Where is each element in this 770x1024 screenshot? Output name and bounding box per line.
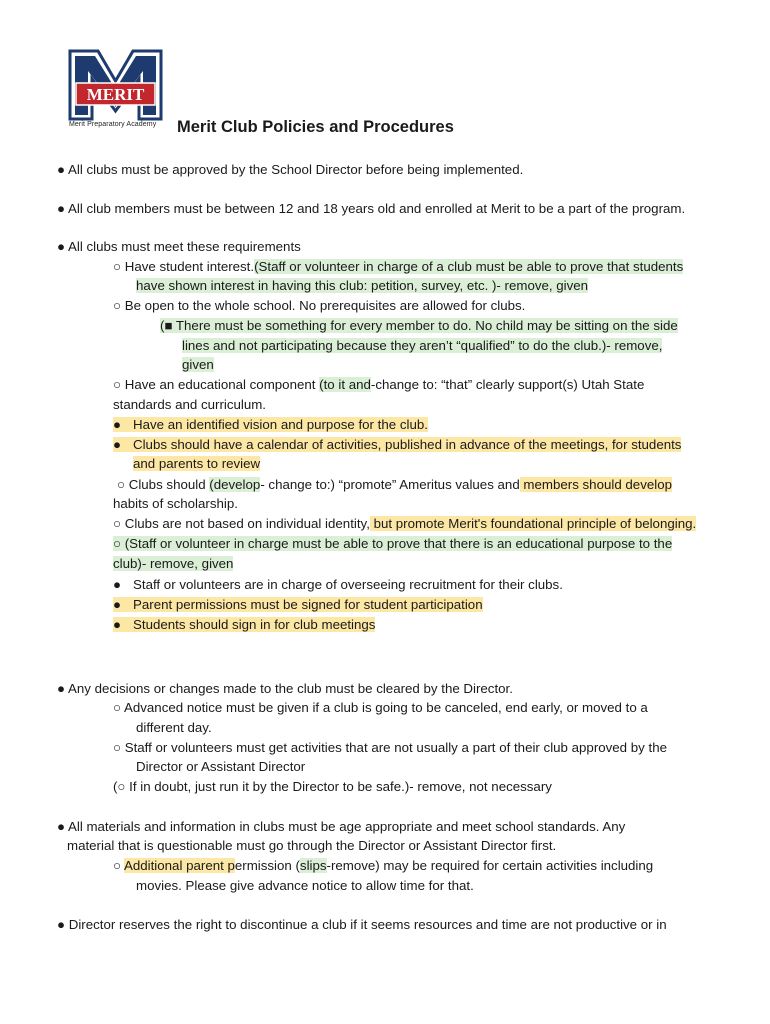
bullet-icon: ● [113, 617, 122, 632]
policy-line [113, 555, 233, 573]
policy-line: (○ If in doubt, just run it by the Director to be safe.)- remove, not necessary [113, 779, 552, 794]
policy-line [182, 356, 214, 374]
line-text: Staff or volunteers are in charge of overseeing recruitment for their clubs. [133, 577, 563, 592]
line-text: -change to: “that” clearly support(s) Utah State [370, 377, 645, 392]
line-text: ○ Have student interest. [113, 259, 255, 274]
line-text: ○ Clubs are not based on individual identity, [113, 516, 370, 531]
line-text: ermission ( [234, 858, 300, 873]
yellow-highlight: members should develop [519, 477, 672, 492]
green-highlight: (to it and [319, 377, 371, 392]
green-highlight: (Staff or volunteer in charge of a club must be able to prove that students [254, 259, 684, 274]
policy-line [160, 317, 678, 335]
policy-line: ● Any decisions or changes made to the club must be cleared by the Director. [57, 681, 513, 696]
policy-line: ● All club members must be between 12 and 18 years old and enrolled at Merit to be a part of the program. [57, 201, 686, 216]
policy-line: habits of scholarship. [113, 496, 238, 511]
bullet-icon: ● [113, 437, 122, 452]
policy-line [113, 616, 375, 634]
green-highlight: ○ (Staff or volunteer in charge must be able to prove that there is an educational purpose to the [113, 536, 673, 551]
policy-line: material that is questionable must go through the Director or Assistant Director first. [67, 838, 557, 853]
policy-line: ● All materials and information in clubs must be age appropriate and meet school standards. Any [57, 819, 626, 834]
yellow-highlight: but promote Merit's foundational principle of belonging. [369, 516, 697, 531]
policy-line: ○ Be open to the whole school. No prerequisites are allowed for clubs. [113, 298, 526, 313]
green-highlight: club)- remove, given [113, 556, 234, 571]
logo-subtitle: Merit Preparatory Academy [69, 121, 157, 128]
yellow-highlight: Parent permissions must be signed for student participation [133, 597, 483, 612]
policy-line [136, 277, 588, 295]
line-text: ○ [113, 858, 124, 873]
policy-line [113, 416, 428, 434]
bullet-icon: ● [113, 597, 122, 612]
policy-line [133, 455, 260, 473]
policy-line: ○ Advanced notice must be given if a club is going to be canceled, end early, or moved to a [113, 700, 648, 715]
policy-line [113, 376, 644, 394]
yellow-highlight: Students should sign in for club meetings [133, 617, 376, 632]
policy-line [113, 535, 672, 553]
yellow-highlight: and parents to review [133, 456, 261, 471]
policy-line [117, 476, 672, 494]
green-highlight: slips [299, 858, 327, 873]
policy-line [113, 515, 696, 533]
policy-line: different day. [136, 720, 212, 735]
policy-line [113, 258, 683, 276]
bullet-icon: ● [113, 417, 122, 432]
policy-line [182, 337, 662, 355]
green-highlight: (■ There must be something for every member to do. No child may be sitting on the side [160, 318, 678, 333]
policy-line: ● All clubs must be approved by the School Director before being implemented. [57, 162, 524, 177]
line-text: ○ Clubs should [117, 477, 210, 492]
policy-line: Director or Assistant Director [136, 759, 306, 774]
policy-line: ● Director reserves the right to discontinue a club if it seems resources and time are not productive or in [57, 917, 667, 932]
merit-logo-graphic [68, 49, 163, 131]
yellow-highlight: Clubs should have a calendar of activities, published in advance of the meetings, for students [133, 437, 682, 452]
line-text: - change to:) “promote” Ameritus values and [260, 477, 520, 492]
policy-line: standards and curriculum. [113, 397, 266, 412]
green-highlight: (develop [209, 477, 261, 492]
policy-line [113, 576, 563, 594]
merit-logo [68, 49, 163, 131]
line-text: -remove) may be required for certain activities including [326, 858, 654, 873]
yellow-highlight: Additional parent p [124, 858, 235, 873]
policy-line [113, 596, 483, 614]
policy-line: movies. Please give advance notice to allow time for that. [136, 878, 474, 893]
bullet-icon: ● [113, 577, 122, 592]
yellow-highlight: Have an identified vision and purpose for the club. [133, 417, 428, 432]
green-highlight: lines and not participating because they aren’t “qualified” to do the club.)- remove, [182, 338, 663, 353]
green-highlight: have shown interest in having this club: petition, survey, etc. )- remove, given [136, 278, 589, 293]
logo-text: MERIT [86, 85, 145, 104]
policy-line [113, 857, 653, 875]
policy-line: ○ Staff or volunteers must get activities that are not usually a part of their club approved by the [113, 740, 667, 755]
green-highlight: given [182, 357, 214, 372]
policy-line: ● All clubs must meet these requirements [57, 239, 301, 254]
line-text: ○ Have an educational component [113, 377, 320, 392]
policy-line [113, 436, 681, 454]
page-title: Merit Club Policies and Procedures [177, 118, 454, 136]
